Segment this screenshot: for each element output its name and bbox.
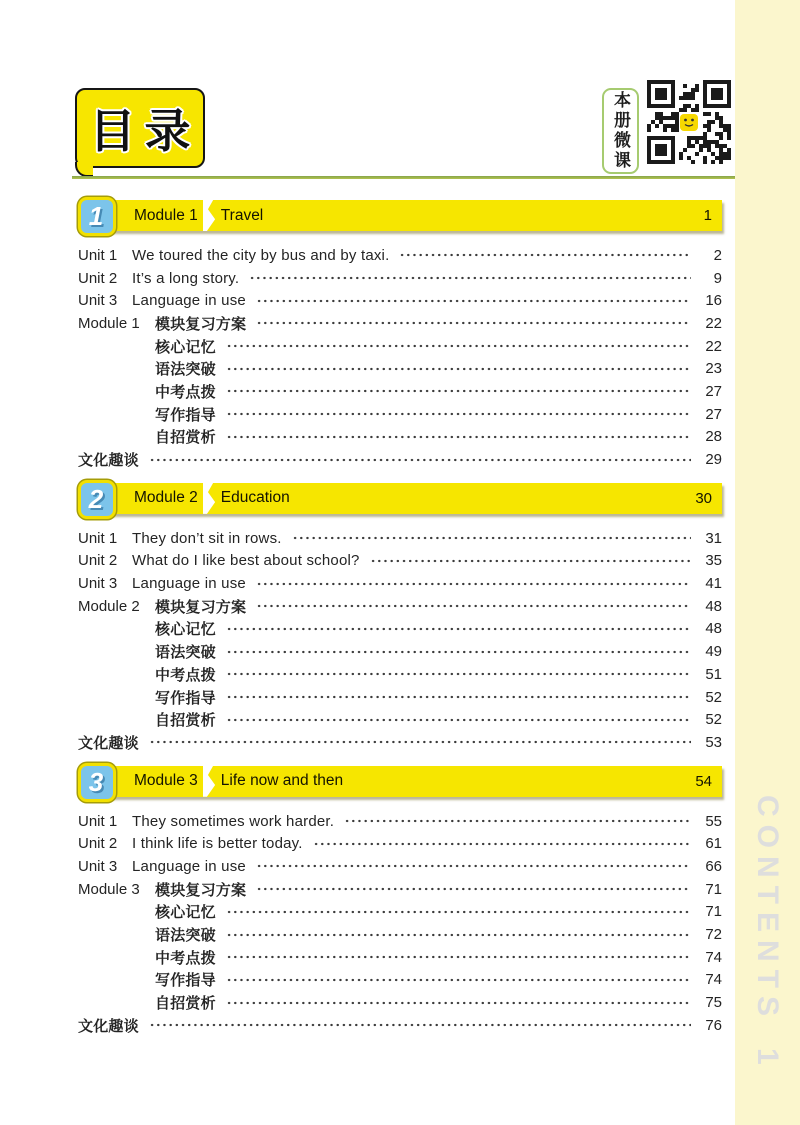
toc-row xyxy=(78,403,722,426)
dot-leader xyxy=(256,601,691,611)
toc-row xyxy=(78,595,722,618)
dot-leader xyxy=(249,273,691,283)
toc-row xyxy=(78,426,722,449)
row-title: I think life is better today. xyxy=(132,835,303,853)
dot-leader xyxy=(149,1020,691,1030)
row-label: Unit 2 xyxy=(78,552,118,570)
toc-title-box xyxy=(75,88,205,168)
row-label: Unit 2 xyxy=(78,835,118,853)
row-label: Unit 1 xyxy=(78,812,118,830)
module-section xyxy=(78,479,722,754)
module-rows xyxy=(78,810,722,1037)
dot-leader xyxy=(226,386,691,396)
module-rows xyxy=(78,527,722,754)
dot-leader xyxy=(226,975,691,985)
row-page-number: 23 xyxy=(705,360,722,378)
page-number: 1 xyxy=(751,1048,785,1065)
dot-leader xyxy=(226,409,691,419)
toc-row xyxy=(78,289,722,312)
row-title: 中考点拨 xyxy=(155,383,216,401)
toc-row xyxy=(78,448,722,471)
header-notch xyxy=(203,483,216,514)
row-page-number: 16 xyxy=(705,292,722,310)
module-page-number: 1 xyxy=(703,207,712,224)
row-page-number: 35 xyxy=(705,552,722,570)
module-title: Travel xyxy=(220,206,264,224)
row-title: 写作指导 xyxy=(155,972,216,990)
toc-row xyxy=(78,550,722,573)
row-label: Module 2 xyxy=(78,597,140,615)
row-page-number: 51 xyxy=(705,665,722,683)
module-label: Module 2 xyxy=(134,489,198,507)
module-number-badge xyxy=(78,197,116,236)
row-page-number: 71 xyxy=(705,880,722,898)
module-header xyxy=(78,196,722,238)
module-page-number: 30 xyxy=(695,489,712,507)
row-page-number: 2 xyxy=(713,246,722,264)
module-number: 2 xyxy=(88,483,104,514)
row-title: They sometimes work harder. xyxy=(132,812,335,830)
toc-row xyxy=(78,686,722,709)
toc-row xyxy=(78,244,722,267)
toc-row xyxy=(78,357,722,380)
row-title: 模块复习方案 xyxy=(155,315,247,333)
toc-row xyxy=(78,572,722,595)
dot-leader xyxy=(256,884,691,894)
module-label: Module 3 xyxy=(134,772,198,790)
toc-row xyxy=(78,810,722,833)
row-page-number: 29 xyxy=(705,451,722,469)
toc-row xyxy=(78,708,722,731)
dot-leader xyxy=(256,296,691,306)
row-page-number: 52 xyxy=(705,688,722,706)
toc-row xyxy=(78,380,722,403)
dot-leader xyxy=(226,692,691,702)
row-page-number: 41 xyxy=(705,575,722,593)
row-label: Unit 3 xyxy=(78,292,118,310)
row-title: 模块复习方案 xyxy=(155,881,247,899)
dot-leader xyxy=(292,533,691,543)
row-title: 写作指导 xyxy=(155,689,216,707)
dot-leader xyxy=(344,816,691,826)
dot-leader xyxy=(226,715,691,725)
module-title: Life now and then xyxy=(220,772,344,790)
row-page-number: 76 xyxy=(705,1016,722,1034)
row-title: 核心记忆 xyxy=(155,904,216,922)
row-title: 文化趣谈 xyxy=(78,452,139,470)
row-label: Module 1 xyxy=(78,314,140,332)
dot-leader xyxy=(226,432,691,442)
row-page-number: 49 xyxy=(705,643,722,661)
module-header-bar xyxy=(96,483,722,514)
toc-row xyxy=(78,969,722,992)
row-title: Language in use xyxy=(132,857,246,875)
row-page-number: 27 xyxy=(705,382,722,400)
row-page-number: 74 xyxy=(705,971,722,989)
row-title: 自招赏析 xyxy=(155,712,216,730)
module-number: 3 xyxy=(88,766,104,797)
contents-text: CONTENTS xyxy=(751,795,785,1024)
module-number-badge xyxy=(78,763,116,802)
row-page-number: 27 xyxy=(705,405,722,423)
module-section xyxy=(78,196,722,471)
toc-row xyxy=(78,878,722,901)
row-title: 语法突破 xyxy=(155,927,216,945)
toc-row xyxy=(78,663,722,686)
module-title: Education xyxy=(220,489,290,507)
dot-leader xyxy=(226,647,691,657)
row-title: Language in use xyxy=(132,292,246,310)
dot-leader xyxy=(149,455,691,465)
toc-modules xyxy=(78,190,722,1045)
row-label: Unit 1 xyxy=(78,529,118,547)
row-title: 写作指导 xyxy=(155,406,216,424)
row-page-number: 22 xyxy=(705,314,722,332)
toc-row xyxy=(78,640,722,663)
dot-leader xyxy=(256,861,691,871)
row-label: Module 3 xyxy=(78,880,140,898)
row-title: What do I like best about school? xyxy=(132,552,360,570)
toc-row xyxy=(78,901,722,924)
toc-row xyxy=(78,855,722,878)
row-title: They don’t sit in rows. xyxy=(132,529,282,547)
row-page-number: 52 xyxy=(705,711,722,729)
module-number-badge xyxy=(78,480,116,519)
row-title: Language in use xyxy=(132,575,246,593)
module-header-bar xyxy=(96,766,722,797)
qr-code xyxy=(645,78,733,166)
dot-leader xyxy=(149,737,691,747)
row-page-number: 74 xyxy=(705,948,722,966)
dot-leader xyxy=(226,669,691,679)
toc-row xyxy=(78,618,722,641)
module-page-number: 54 xyxy=(695,772,712,790)
row-page-number: 71 xyxy=(705,903,722,921)
toc-row xyxy=(78,731,722,754)
module-header-bar xyxy=(96,200,722,231)
row-page-number: 55 xyxy=(705,812,722,830)
module-rows xyxy=(78,244,722,471)
row-label: Unit 2 xyxy=(78,269,118,287)
row-title: 中考点拨 xyxy=(155,666,216,684)
row-page-number: 75 xyxy=(705,994,722,1012)
dot-leader xyxy=(226,341,691,351)
row-page-number: 53 xyxy=(705,733,722,751)
dot-leader xyxy=(226,930,691,940)
toc-row xyxy=(78,527,722,550)
dot-leader xyxy=(313,839,691,849)
toc-row xyxy=(78,946,722,969)
row-title: It’s a long story. xyxy=(132,269,240,287)
row-title: 模块复习方案 xyxy=(155,598,247,616)
row-page-number: 72 xyxy=(705,926,722,944)
row-page-number: 48 xyxy=(705,620,722,638)
contents-vertical-label xyxy=(735,795,800,1095)
qr-caption: 本册微课 xyxy=(602,88,639,174)
module-header xyxy=(78,762,722,804)
row-page-number: 66 xyxy=(705,857,722,875)
row-title: 文化趣谈 xyxy=(78,734,139,752)
row-page-number: 31 xyxy=(705,529,722,547)
toc-row xyxy=(78,312,722,335)
row-page-number: 22 xyxy=(705,337,722,355)
row-title: 语法突破 xyxy=(155,644,216,662)
row-title: 语法突破 xyxy=(155,361,216,379)
row-label: Unit 3 xyxy=(78,857,118,875)
module-number: 1 xyxy=(88,201,104,231)
row-page-number: 61 xyxy=(705,835,722,853)
dot-leader xyxy=(256,318,691,328)
dot-leader xyxy=(226,998,691,1008)
row-title: We toured the city by bus and by taxi. xyxy=(132,246,390,264)
dot-leader xyxy=(226,364,691,374)
toc-row xyxy=(78,991,722,1014)
toc-row xyxy=(78,267,722,290)
dot-leader xyxy=(226,624,691,634)
toc-row xyxy=(78,1014,722,1037)
module-section xyxy=(78,762,722,1037)
toc-row xyxy=(78,335,722,358)
dot-leader xyxy=(399,250,691,260)
dot-leader xyxy=(370,556,691,566)
toc-row xyxy=(78,832,722,855)
row-title: 文化趣谈 xyxy=(78,1017,139,1035)
row-title: 自招赏析 xyxy=(155,429,216,447)
module-label: Module 1 xyxy=(134,206,198,224)
row-label: Unit 3 xyxy=(78,575,118,593)
dot-leader xyxy=(226,907,691,917)
module-header xyxy=(78,479,722,521)
dot-leader xyxy=(226,952,691,962)
row-label: Unit 1 xyxy=(78,246,118,264)
row-title: 核心记忆 xyxy=(155,621,216,639)
header-notch xyxy=(203,766,216,797)
row-page-number: 28 xyxy=(705,428,722,446)
page-title: 目录 xyxy=(89,105,200,157)
qr-pattern-icon xyxy=(647,80,731,164)
separator-line xyxy=(72,176,735,179)
row-page-number: 9 xyxy=(713,269,722,287)
row-page-number: 48 xyxy=(705,597,722,615)
toc-row xyxy=(78,923,722,946)
row-title: 中考点拨 xyxy=(155,949,216,967)
row-title: 自招赏析 xyxy=(155,995,216,1013)
header-notch xyxy=(203,200,216,231)
row-title: 核心记忆 xyxy=(155,338,216,356)
dot-leader xyxy=(256,579,691,589)
